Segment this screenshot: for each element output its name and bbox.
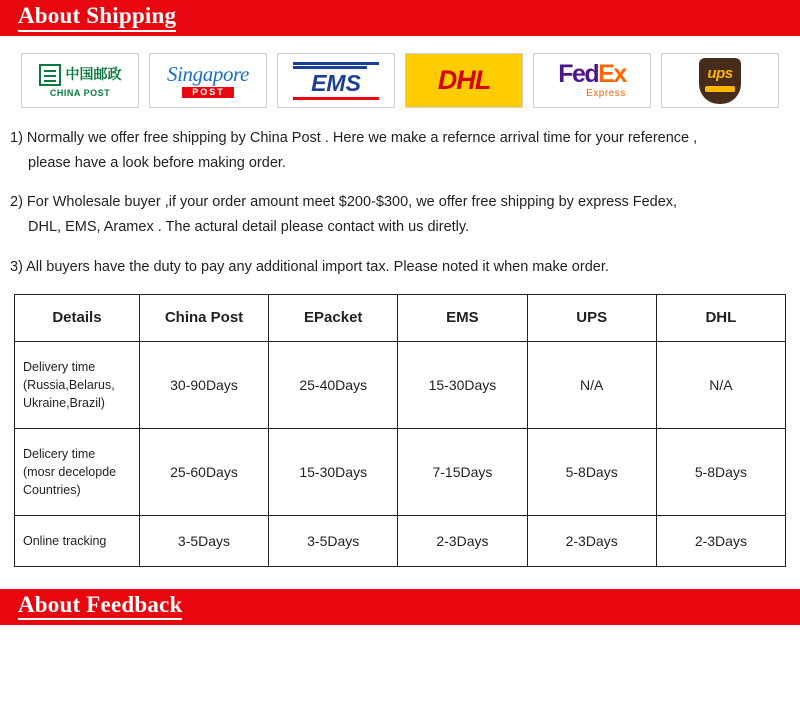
- china-post-logo: [21, 53, 139, 108]
- shipping-note-1-line-2: please have a look before making order.: [28, 154, 286, 171]
- cell-china-post: 30-90Days: [139, 341, 268, 428]
- table-row: [15, 428, 786, 515]
- shipping-note-2: [10, 190, 790, 240]
- cell-epacket: 15-30Days: [269, 428, 398, 515]
- shipping-note-2-line-1: 2) For Wholesale buyer ,if your order amount meet $200-$300, we offer free shipping by express Fedex,: [10, 194, 678, 211]
- shipping-note-1-line-1: 1) Normally we offer free shipping by China Post . Here we make a refernce arrival time for your reference ,: [10, 130, 698, 146]
- row-label-line: Countries): [23, 482, 81, 497]
- carrier-logo-row: [0, 53, 800, 108]
- row-label-line: Ukraine,Brazil): [23, 395, 105, 410]
- shipping-note-3-line-1: 3) All buyers have the duty to pay any additional import tax. Please noted it when make order.: [10, 258, 609, 275]
- row-label-line: (Russia,Belarus,: [23, 377, 115, 392]
- page-title: About Shipping: [18, 4, 176, 31]
- row-label-line: Delivery time: [23, 359, 96, 374]
- singapore-post-wordmark: Singapore: [167, 61, 249, 86]
- cell-ems: 2-3Days: [398, 515, 527, 566]
- table-header-ups: UPS: [527, 294, 656, 341]
- china-post-english-label: CHINA POST: [49, 87, 111, 98]
- cell-china-post: 25-60Days: [139, 428, 268, 515]
- ems-logo: [277, 53, 395, 108]
- cell-dhl: N/A: [656, 341, 785, 428]
- ems-speed-lines-icon: [293, 62, 379, 69]
- table-header-epacket: EPacket: [269, 294, 398, 341]
- china-post-chinese-label: 中国邮政: [65, 66, 122, 83]
- row-label-delivery-time-developed: [15, 428, 140, 515]
- about-shipping-banner: [0, 0, 800, 36]
- ems-wordmark: EMS: [311, 69, 361, 96]
- row-label-line: (mosr decelopde: [23, 464, 117, 479]
- cell-epacket: 25-40Days: [269, 341, 398, 428]
- dhl-wordmark: DHL: [437, 65, 491, 95]
- cell-ems: 7-15Days: [398, 428, 527, 515]
- table-header-details: Details: [15, 294, 140, 341]
- delivery-time-table: [14, 294, 786, 567]
- fedex-sublabel: Express: [586, 88, 626, 99]
- feedback-title: About Feedback: [18, 593, 182, 620]
- shipping-note-3: [10, 255, 790, 280]
- table-header-dhl: DHL: [656, 294, 785, 341]
- ups-band-icon: [705, 86, 735, 92]
- ems-underline-icon: [293, 97, 379, 100]
- ups-logo: [661, 53, 779, 108]
- cell-dhl: 5-8Days: [656, 428, 785, 515]
- fedex-wordmark-fed: Fed: [558, 60, 599, 88]
- cell-dhl: 2-3Days: [656, 515, 785, 566]
- fedex-logo: [533, 53, 651, 108]
- singapore-post-logo: [149, 53, 267, 108]
- singapore-post-sublabel: POST: [182, 87, 234, 98]
- dhl-logo: [405, 53, 523, 108]
- cell-epacket: 3-5Days: [269, 515, 398, 566]
- table-header-ems: EMS: [398, 294, 527, 341]
- row-label-online-tracking: [15, 515, 140, 566]
- shipping-note-2-line-2: DHL, EMS, Aramex . The actural detail please contact with us diretly.: [28, 219, 470, 236]
- table-header-china-post: China Post: [139, 294, 268, 341]
- table-row: [15, 341, 786, 428]
- ups-shield-icon: [699, 58, 741, 104]
- ups-wordmark: ups: [707, 64, 733, 82]
- row-label-line: Online tracking: [23, 533, 107, 548]
- cell-ups: 5-8Days: [527, 428, 656, 515]
- about-feedback-banner: [0, 589, 800, 625]
- row-label-delivery-time-region: [15, 341, 140, 428]
- shipping-notes: [10, 126, 790, 280]
- cell-ups: N/A: [527, 341, 656, 428]
- table-header-row: [15, 294, 786, 341]
- shipping-note-1: [10, 126, 790, 176]
- cell-ems: 15-30Days: [398, 341, 527, 428]
- table-row: [15, 515, 786, 566]
- cell-ups: 2-3Days: [527, 515, 656, 566]
- row-label-line: Delicery time: [23, 446, 96, 461]
- fedex-wordmark-ex: Ex: [598, 60, 626, 88]
- delivery-time-table-wrapper: [14, 294, 786, 567]
- china-post-mark-icon: [39, 64, 61, 86]
- cell-china-post: 3-5Days: [139, 515, 268, 566]
